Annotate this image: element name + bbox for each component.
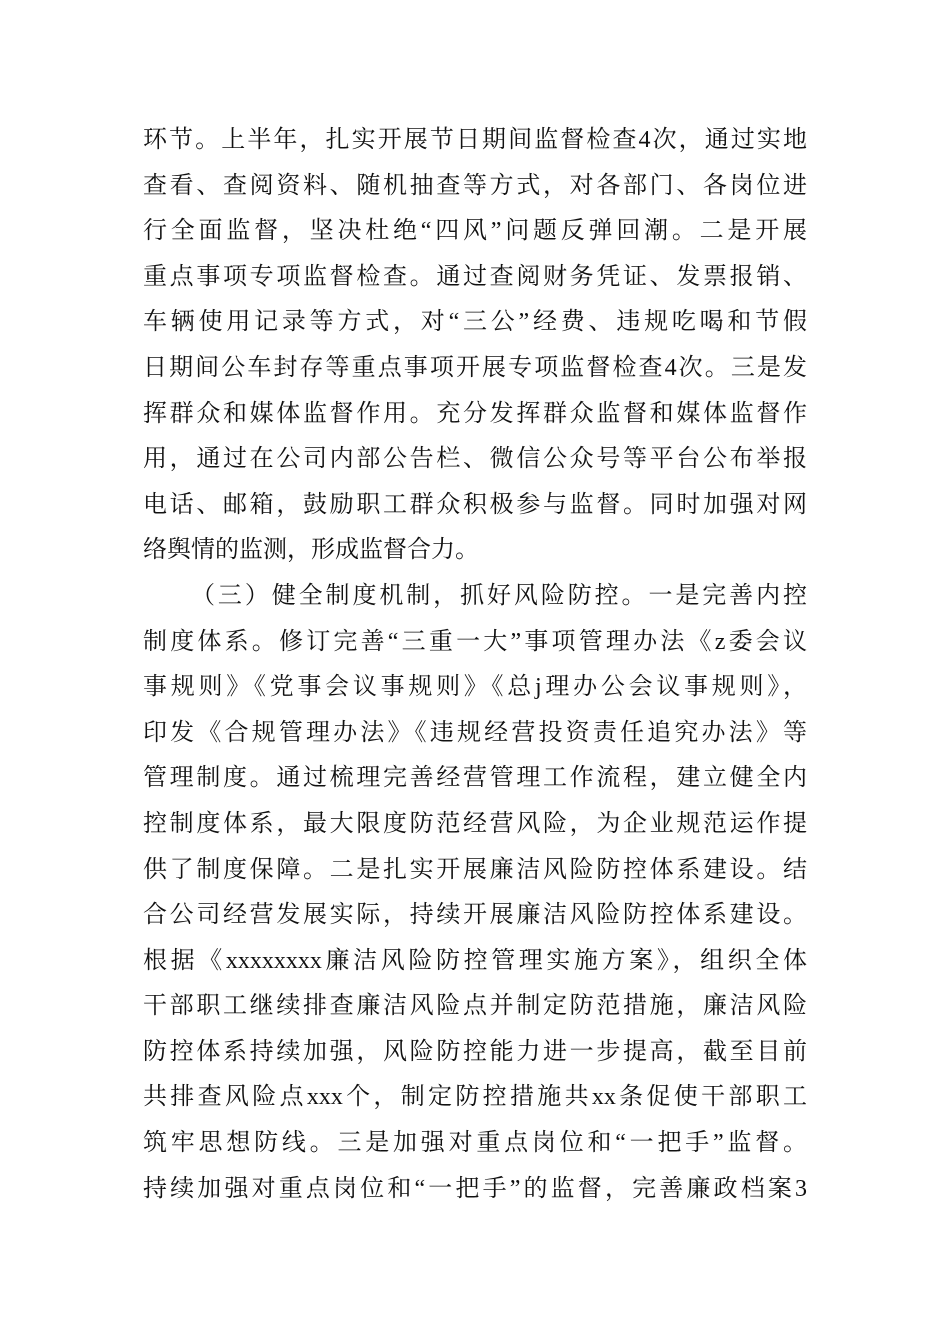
text-line: 重点事项专项监督检查。通过查阅财务凭证、发票报销、 (143, 263, 807, 290)
text-line: 供了制度保障。二是扎实开展廉洁风险防控体系建设。结 (143, 856, 807, 883)
text-line: 用，通过在公司内部公告栏、微信公众号等平台公布举报 (143, 446, 807, 473)
text-line: 电话、邮箱，鼓励职工群众积极参与监督。同时加强对网 (143, 491, 807, 518)
text-line: 车辆使用记录等方式，对“三公”经费、违规吃喝和节假 (143, 309, 807, 336)
text-line: 合公司经营发展实际，持续开展廉洁风险防控体系建设。 (143, 902, 807, 929)
text-line: 根据《xxxxxxxx廉洁风险防控管理实施方案》，组织全体 (143, 947, 807, 974)
text-line: 共排查风险点xxx个，制定防控措施共xx条促使干部职工 (143, 1084, 807, 1111)
text-line: 行全面监督，坚决杜绝“四风”问题反弹回潮。二是开展 (143, 218, 807, 245)
text-line: 制度体系。修订完善“三重一大”事项管理办法《z委会议 (143, 628, 807, 655)
text-line: 控制度体系，最大限度防范经营风险，为企业规范运作提 (143, 810, 807, 837)
text-line: 筑牢思想防线。三是加强对重点岗位和“一把手”监督。 (143, 1130, 807, 1157)
text-line: 挥群众和媒体监督作用。充分发挥群众监督和媒体监督作 (143, 400, 807, 427)
text-line: 印发《合规管理办法》《违规经营投资责任追究办法》等 (143, 719, 807, 746)
text-line: 持续加强对重点岗位和“一把手”的监督，完善廉政档案3 (143, 1175, 807, 1202)
document-page (143, 118, 807, 1212)
text-line: 环节。上半年，扎实开展节日期间监督检查4次，通过实地 (143, 127, 807, 153)
text-line: 干部职工继续排查廉洁风险点并制定防范措施，廉洁风险 (143, 993, 807, 1020)
text-line: 事规则》《党事会议事规则》《总j理办公会议事规则》， (143, 674, 807, 701)
text-line: 管理制度。通过梳理完善经营管理工作流程，建立健全内 (143, 765, 807, 792)
text-line: （三）健全制度机制，抓好风险防控。一是完善内控 (191, 582, 807, 609)
text-line: 络舆情的监测，形成监督合力。 (143, 537, 479, 564)
text-line: 日期间公车封存等重点事项开展专项监督检查4次。三是发 (143, 354, 807, 381)
text-line: 防控体系持续加强，风险防控能力进一步提高，截至目前 (143, 1038, 807, 1065)
text-line: 查看、查阅资料、随机抽查等方式，对各部门、各岗位进 (143, 172, 807, 199)
